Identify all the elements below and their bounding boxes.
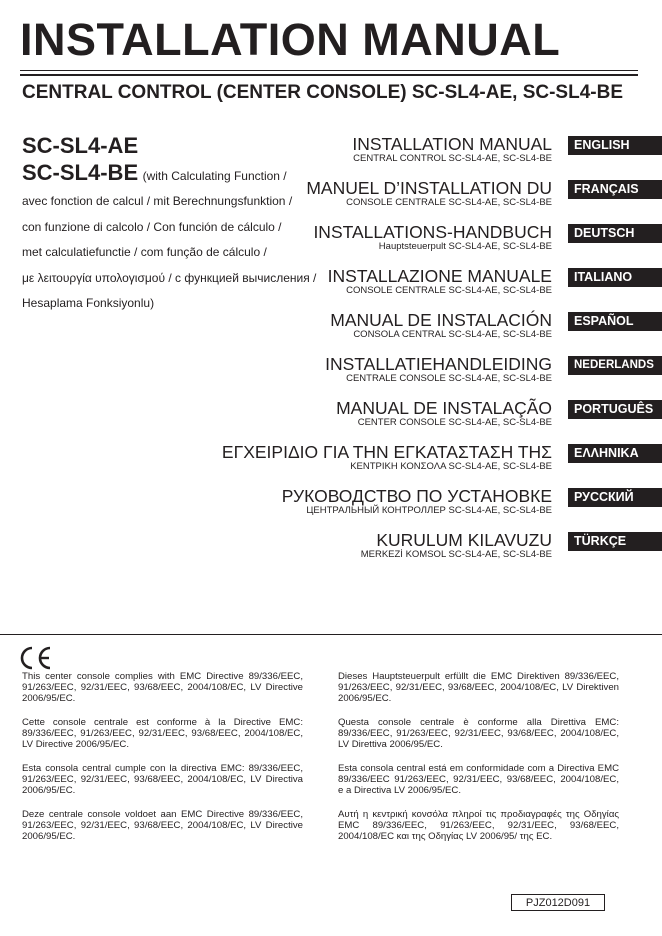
function-note: met calculatiefunctie / com função de cálculo /: [22, 245, 267, 259]
function-note: con funzione di calcolo / Con función de cálculo /: [22, 220, 282, 234]
function-note: avec fonction de calcul / mit Berechnungsfunktion /: [22, 194, 293, 208]
compliance-statement: Deze centrale console voldoet aan EMC Directive 89/336/EEC, 91/263/EEC, 92/31/EEC, 93/68/EEC, 2004/108/EC, LV Directive 2006/95/EC.: [22, 809, 303, 843]
language-badge-russkiy: РУССКИЙ: [568, 488, 662, 507]
compliance-statement: This center console complies with EMC Directive 89/336/EEC, 91/263/EEC, 92/31/EEC, 93/68/EEC, 2004/108/EC, LV Directive 2006/95/EC.: [22, 671, 303, 705]
language-badge-portugues: PORTUGUÊS: [568, 400, 662, 419]
language-subtitle: Hauptsteuerpult SC-SL4-AE, SC-SL4-BE: [378, 241, 552, 252]
compliance-statement: Dieses Hauptsteuerpult erfüllt die EMC Direktiven 89/336/EEC, 91/263/EEC, 92/31/EEC, 93/68/EEC, 2004/108/EC, LV Direktiven 2006/95/EC.: [338, 671, 619, 705]
compliance-statement: Esta consola central está em conformidade com a Directiva EMC 89/336/EEC 91/263/EEC, 92/31/EEC, 93/68/EEC, 2004/108/EC, e a Directiva LV 2006/95/EC.: [338, 763, 619, 797]
language-subtitle: ЦЕНТРАЛЬНЫЙ КОНТРОЛЛЕР SC-SL4-AE, SC-SL4-BE: [306, 505, 552, 516]
language-subtitle: CENTRAL CONTROL SC-SL4-AE, SC-SL4-BE: [353, 153, 552, 164]
language-subtitle: MERKEZİ KOMSOL SC-SL4-AE, SC-SL4-BE: [360, 549, 552, 560]
language-badge-deutsch: DEUTSCH: [568, 224, 662, 243]
language-subtitle: CENTRALE CONSOLE SC-SL4-AE, SC-SL4-BE: [346, 373, 552, 384]
language-title: INSTALLAZIONE MANUALE: [327, 266, 552, 286]
function-note: με λειτουργία υπολογισμού / с функцией вычисления /: [22, 271, 317, 285]
compliance-statement: Questa console centrale è conforme alla Direttiva EMC: 89/336/EEC, 91/263/EEC, 92/31/EEC, 93/68/EEC, 2004/108/EC, LV Direttiva 2006/95/EC.: [338, 717, 619, 751]
compliance-statement: Esta consola central cumple con la directiva EMC: 89/336/EEC, 91/263/EEC, 92/31/EEC, 93/68/EEC, 2004/108/EC, LV Directiva 2006/95/EC.: [22, 763, 303, 797]
title-divider: [20, 70, 638, 76]
function-note: Hesaplama Fonksiyonlu): [22, 296, 155, 310]
language-subtitle: CONSOLA CENTRAL SC-SL4-AE, SC-SL4-BE: [353, 329, 552, 340]
compliance-statement: Cette console centrale est conforme à la Directive EMC: 89/336/EEC, 91/263/EEC, 92/31/EEC, 93/68/EEC, 2004/108/EC, LV Directive 2006/95/EC.: [22, 717, 303, 751]
section-divider: [0, 634, 662, 635]
language-title: MANUAL DE INSTALAÇÃO: [336, 398, 552, 418]
function-note: (with Calculating Function /: [142, 169, 287, 183]
language-title: MANUAL DE INSTALACIÓN: [330, 310, 552, 330]
page-subtitle: CENTRAL CONTROL (CENTER CONSOLE) SC-SL4-AE, SC-SL4-BE: [22, 82, 623, 103]
language-badge-espanol: ESPAÑOL: [568, 312, 662, 331]
language-title: РУКОВОДСТВО ПО УСТАНОВКЕ: [281, 486, 552, 506]
ce-mark-icon: [20, 645, 54, 671]
model-name-be: SC-SL4-BE: [22, 160, 139, 185]
language-badge-turkce: TÜRKÇE: [568, 532, 662, 551]
language-subtitle: ΚΕΝΤΡΙΚΗ ΚΟΝΣΟΛΑ SC-SL4-AE, SC-SL4-BE: [350, 461, 552, 472]
language-title: INSTALLATIONS-HANDBUCH: [313, 222, 552, 242]
model-name-ae: SC-SL4-AE: [22, 133, 139, 158]
page-title: INSTALLATION MANUAL: [20, 14, 561, 65]
language-subtitle: CENTER CONSOLE SC-SL4-AE, SC-SL4-BE: [357, 417, 552, 428]
language-subtitle: CONSOLE CENTRALE SC-SL4-AE, SC-SL4-BE: [346, 197, 552, 208]
language-badge-nederlands: NEDERLANDS: [568, 356, 662, 375]
language-title: INSTALLATIEHANDLEIDING: [325, 354, 552, 374]
language-title: INSTALLATION MANUAL: [352, 134, 552, 154]
language-title: KURULUM KILAVUZU: [376, 530, 552, 550]
language-subtitle: CONSOLE CENTRALE SC-SL4-AE, SC-SL4-BE: [346, 285, 552, 296]
language-title: MANUEL D’INSTALLATION DU: [306, 178, 552, 198]
document-code: PJZ012D091: [511, 894, 605, 911]
language-badge-italiano: ITALIANO: [568, 268, 662, 287]
language-title: ΕΓΧΕΙΡΙΔΙΟ ΓΙΑ ΤΗΝ ΕΓΚΑΤΑΣΤΑΣΗ ΤΗΣ: [221, 442, 552, 462]
language-badge-ellinika: ΕΛΛΗΝΙΚΑ: [568, 444, 662, 463]
language-badge-francais: FRANÇAIS: [568, 180, 662, 199]
compliance-statement: Αυτή η κεντρική κονσόλα πληροί τις προδιαγραφές της Οδηγίας EMC 89/336/EEC, 91/263/EEC, 92/31/EEC, 93/68/EEC, 2004/108/EC και της Οδηγίας LV 2006/95/ της EC.: [338, 809, 619, 843]
language-badge-english: ENGLISH: [568, 136, 662, 155]
model-line-be: [22, 160, 287, 189]
